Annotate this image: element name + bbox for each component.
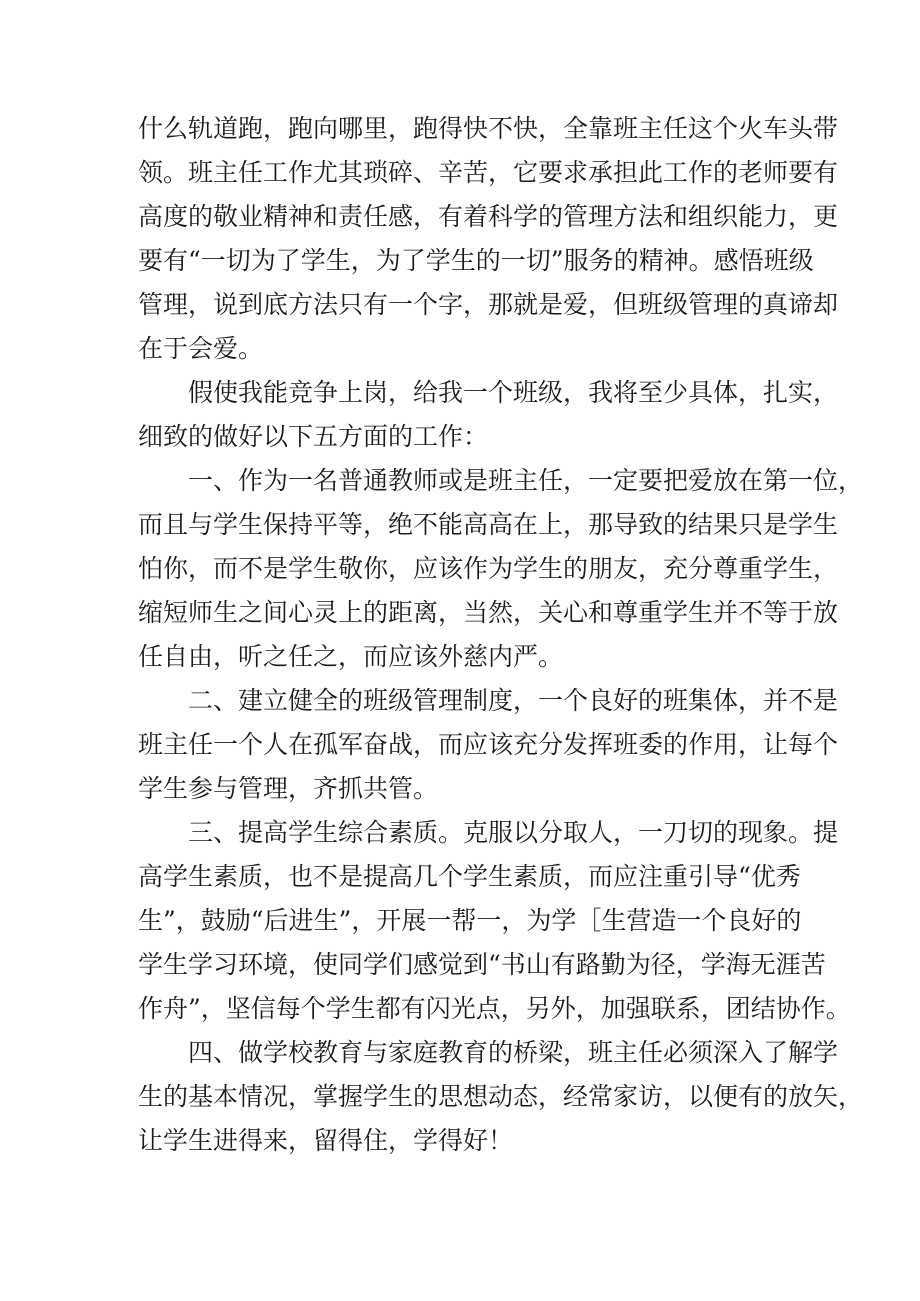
text-line: 缩短师生之间心灵上的距离，当然，关心和尊重学生并不等于放 xyxy=(138,598,839,627)
text-line: 而且与学生保持平等，绝不能高高在上，那导致的结果只是学生 xyxy=(138,510,839,539)
text-line: 班主任一个人在孤军奋战，而应该充分发挥班委的作用，让每个 xyxy=(138,730,839,759)
text-line: 领。班主任工作尤其琐碎、辛苦，它要求承担此工作的老师要有 xyxy=(138,158,839,187)
text-line: 在于会爱。 xyxy=(138,334,264,363)
text-line: 高学生素质，也不是提高几个学生素质，而应注重引导“优秀 xyxy=(138,862,801,891)
text-line: 高度的敬业精神和责任感，有着科学的管理方法和组织能力，更 xyxy=(138,202,839,231)
paragraph-start-line: 四、做学校教育与家庭教育的桥梁，班主任必须深入了解学 xyxy=(188,1038,839,1067)
document-body xyxy=(138,107,864,1163)
text-line: 让学生进得来，留得住，学得好！ xyxy=(138,1126,514,1155)
text-line: 要有“一切为了学生，为了学生的一切”服务的精神。感悟班级 xyxy=(138,246,814,275)
paragraph-start-line: 二、建立健全的班级管理制度，一个良好的班集体，并不是 xyxy=(188,686,839,715)
text-line: 细致的做好以下五方面的工作： xyxy=(138,422,489,451)
paragraph-start-line: 一、作为一名普通教师或是班主任，一定要把爱放在第一位， xyxy=(188,466,864,495)
text-line: 学生参与管理，齐抓共管。 xyxy=(138,774,439,803)
text-line: 生的基本情况，掌握学生的思想动态，经常家访，以便有的放矢， xyxy=(138,1082,864,1111)
text-line: 任自由，听之任之，而应该外慈内严。 xyxy=(138,642,564,671)
text-line: 学生学习环境，使同学们感觉到“书山有路勤为径，学海无涯苦 xyxy=(138,950,826,979)
text-line: 生”，鼓励“后进生”，开展一帮一，为学［生营造一个良好的 xyxy=(138,906,802,935)
text-line: 什么轨道跑，跑向哪里，跑得快不快，全靠班主任这个火车头带 xyxy=(138,114,839,143)
text-line: 作舟”，坚信每个学生都有闪光点，另外，加强联系，团结协作。 xyxy=(138,994,851,1023)
text-line: 管理，说到底方法只有一个字，那就是爱，但班级管理的真谛却 xyxy=(138,290,839,319)
text-line: 怕你，而不是学生敬你，应该作为学生的朋友，充分尊重学生， xyxy=(138,554,839,583)
paragraph-start-line: 假使我能竞争上岗，给我一个班级，我将至少具体，扎实， xyxy=(188,378,839,407)
paragraph-start-line: 三、提高学生综合素质。克服以分取人，一刀切的现象。提 xyxy=(188,818,839,847)
